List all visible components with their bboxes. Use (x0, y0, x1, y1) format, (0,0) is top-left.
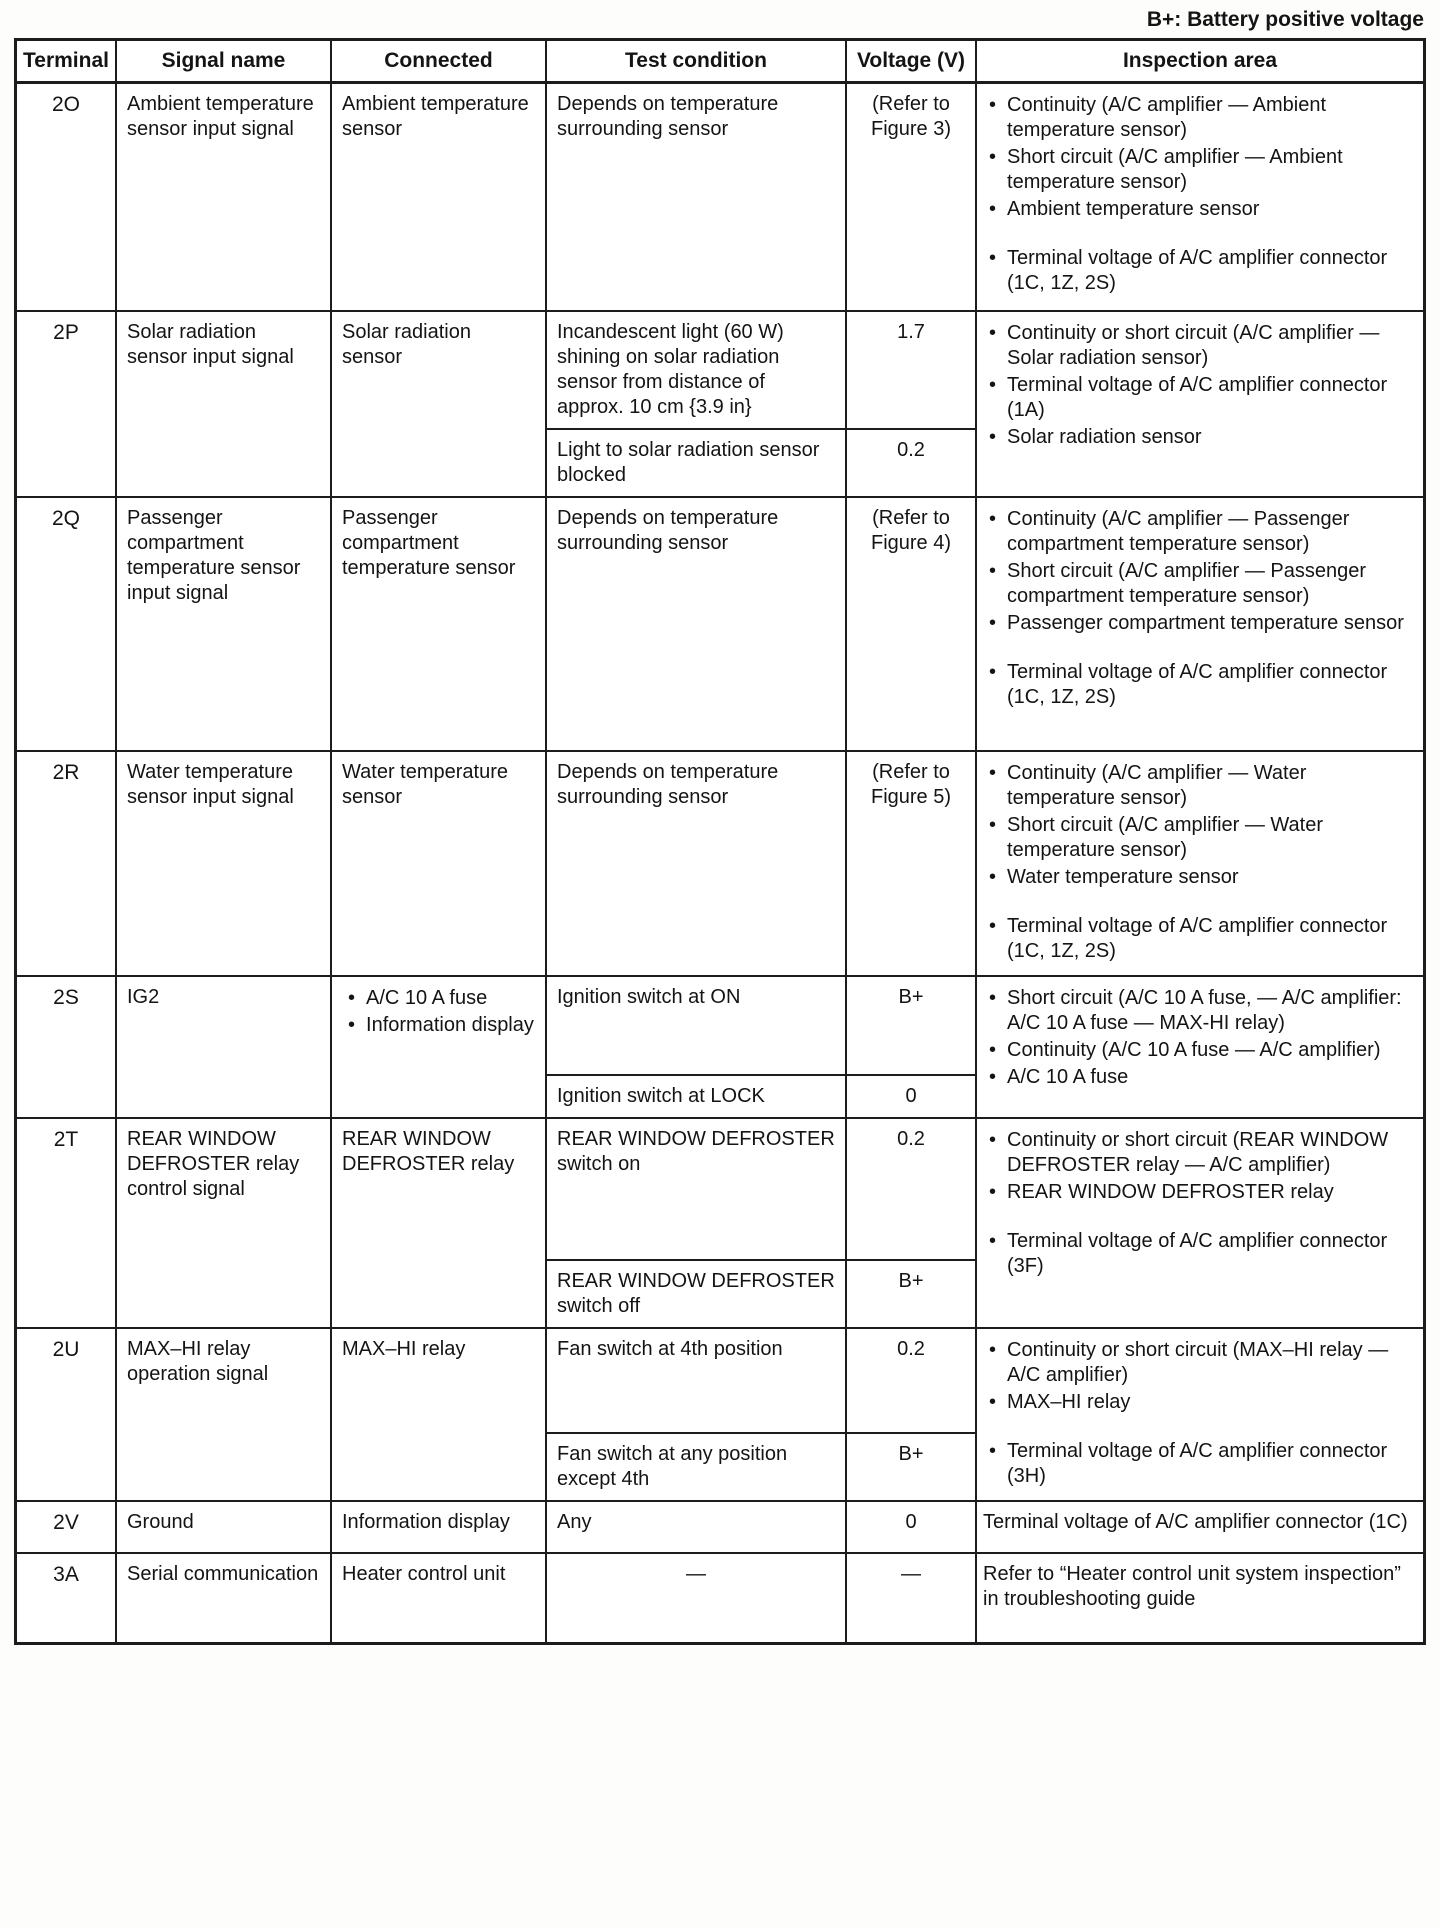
inspection-item (983, 506, 1413, 558)
inspection-item (983, 760, 1413, 812)
inspection-item (983, 144, 1413, 196)
inspection-area-cell (977, 1119, 1423, 1327)
inspection-item-text: • Continuity (A/C amplifier — Passenger compartment temperature sensor) (1007, 508, 1350, 555)
terminal-cell: 2P (17, 312, 117, 496)
test-voltage-group (547, 1554, 977, 1642)
connected-cell: Information display (332, 1502, 547, 1552)
inspection-item (983, 1037, 1413, 1064)
inspection-item-text: • Terminal voltage of A/C amplifier connector (1A) (1007, 374, 1388, 421)
inspection-item (983, 1064, 1413, 1091)
table-row-3a (17, 1554, 1423, 1642)
connected-cell: Water temperature sensor (332, 752, 547, 975)
test-subrow (547, 84, 975, 310)
inspection-item-text: • Terminal voltage of A/C amplifier connector (1C, 1Z, 2S) (1007, 247, 1388, 294)
inspection-item-text: • Continuity or short circuit (A/C amplifier — Solar radiation sensor) (1007, 322, 1380, 369)
inspection-item-text: • Ambient temperature sensor (1007, 198, 1260, 220)
inspection-item-text: • Continuity (A/C amplifier — Ambient temperature sensor) (1007, 94, 1327, 141)
test-subrow (547, 977, 975, 1074)
test-voltage-group (547, 498, 977, 750)
inspection-item-text: • Continuity or short circuit (REAR WINDOW DEFROSTER relay — A/C amplifier) (1007, 1129, 1389, 1176)
test-subrow (547, 428, 975, 496)
inspection-item-text: • Terminal voltage of A/C amplifier connector (3H) (1007, 1440, 1388, 1487)
table-row-2u (17, 1329, 1423, 1502)
connected-cell: MAX–HI relay (332, 1329, 547, 1500)
inspection-item (983, 320, 1413, 372)
table-row-2s (17, 977, 1423, 1119)
inspection-item (983, 1127, 1413, 1179)
test-condition-cell: Fan switch at any position except 4th (547, 1434, 847, 1500)
test-voltage-group (547, 84, 977, 310)
test-subrow (547, 312, 975, 428)
col-header-signal-name: Signal name (117, 41, 332, 81)
col-header-terminal: Terminal (17, 41, 117, 81)
table-row-2p (17, 312, 1423, 498)
signal-name-cell: Passenger compartment temperature sensor input signal (117, 498, 332, 750)
test-condition-cell: Any (547, 1502, 847, 1552)
inspection-item (983, 913, 1413, 965)
signal-name-cell: Water temperature sensor input signal (117, 752, 332, 975)
inspection-item (983, 659, 1413, 711)
inspection-item-text: • Solar radiation sensor (1007, 426, 1202, 448)
inspection-item-text: • Terminal voltage of A/C amplifier connector (1C, 1Z, 2S) (1007, 661, 1388, 708)
table-row-2v (17, 1502, 1423, 1554)
test-condition-cell: REAR WINDOW DEFROSTER switch off (547, 1261, 847, 1327)
connected-item (342, 1012, 535, 1039)
terminal-cell: 2T (17, 1119, 117, 1327)
terminal-voltage-table (14, 38, 1426, 1645)
test-subrow (547, 1502, 975, 1552)
test-subrow (547, 1074, 975, 1117)
inspection-text: Refer to “Heater control unit system inspection” in troubleshooting guide (983, 1563, 1401, 1610)
terminal-cell: 2V (17, 1502, 117, 1552)
inspection-item (983, 424, 1413, 451)
voltage-cell: B+ (898, 1270, 924, 1292)
voltage-cell: (Refer to Figure 5) (870, 761, 952, 808)
inspection-item (983, 985, 1413, 1037)
connected-cell: Ambient temperature sensor (332, 84, 547, 310)
inspection-item-text: • Continuity or short circuit (MAX–HI relay — A/C amplifier) (1007, 1339, 1389, 1386)
test-subrow (547, 498, 975, 750)
test-condition-cell: Depends on temperature surrounding sensor (547, 84, 847, 310)
voltage-cell: 0.2 (897, 439, 925, 461)
inspection-text: Terminal voltage of A/C amplifier connector (1C) (983, 1511, 1408, 1533)
test-subrow (547, 1432, 975, 1500)
connected-item-text: • Information display (366, 1014, 534, 1036)
inspection-item-text: • Continuity (A/C amplifier — Water temperature sensor) (1007, 762, 1307, 809)
signal-name-cell: Ambient temperature sensor input signal (117, 84, 332, 310)
terminal-cell: 2S (17, 977, 117, 1117)
terminal-cell: 2R (17, 752, 117, 975)
signal-name-cell: Serial communication (117, 1554, 332, 1642)
inspection-area-cell (977, 312, 1423, 496)
col-header-voltage: Voltage (V) (847, 41, 977, 81)
signal-name-cell: Solar radiation sensor input signal (117, 312, 332, 496)
test-voltage-group (547, 1502, 977, 1552)
inspection-item-text: • Terminal voltage of A/C amplifier connector (3F) (1007, 1230, 1388, 1277)
test-voltage-group (547, 312, 977, 496)
inspection-area-cell (977, 1329, 1423, 1500)
terminal-cell: 2O (17, 84, 117, 310)
voltage-cell: (Refer to Figure 3) (870, 93, 952, 140)
inspection-item-text: • A/C 10 A fuse (1007, 1066, 1129, 1088)
inspection-item (983, 610, 1413, 637)
test-voltage-group (547, 752, 977, 975)
inspection-item-text: • REAR WINDOW DEFROSTER relay (1007, 1181, 1334, 1203)
test-condition-cell: Fan switch at 4th position (547, 1329, 847, 1432)
signal-name-cell: REAR WINDOW DEFROSTER relay control signal (117, 1119, 332, 1327)
connected-cell (332, 977, 547, 1117)
signal-name-cell: Ground (117, 1502, 332, 1552)
test-condition-cell: Depends on temperature surrounding sensor (547, 752, 847, 975)
inspection-item (983, 1337, 1413, 1389)
test-subrow (547, 1329, 975, 1432)
connected-cell: Heater control unit (332, 1554, 547, 1642)
connected-cell: Solar radiation sensor (332, 312, 547, 496)
voltage-cell: B+ (898, 986, 924, 1008)
inspection-item-text: • MAX–HI relay (1007, 1391, 1131, 1413)
test-subrow (547, 1554, 975, 1642)
inspection-item (983, 558, 1413, 610)
voltage-cell: 1.7 (897, 321, 925, 343)
table-row-2q (17, 498, 1423, 752)
inspection-item-text: • Short circuit (A/C amplifier — Ambient temperature sensor) (1007, 146, 1343, 193)
voltage-cell: 0 (905, 1085, 917, 1107)
connected-cell: Passenger compartment temperature sensor (332, 498, 547, 750)
inspection-item-text: • Short circuit (A/C amplifier — Water temperature sensor) (1007, 814, 1324, 861)
inspection-area-cell (977, 498, 1423, 750)
inspection-area-cell (977, 977, 1423, 1117)
test-subrow (547, 1259, 975, 1327)
test-voltage-group (547, 977, 977, 1117)
voltage-cell: 0.2 (897, 1338, 925, 1360)
inspection-item (983, 1228, 1413, 1280)
terminal-cell: 2U (17, 1329, 117, 1500)
col-header-inspection-area: Inspection area (1122, 49, 1278, 72)
inspection-item (983, 864, 1413, 891)
test-condition-cell: REAR WINDOW DEFROSTER switch on (547, 1119, 847, 1259)
col-header-test-condition: Test condition (547, 41, 847, 81)
terminal-cell: 3A (17, 1554, 117, 1642)
inspection-area-cell (977, 84, 1423, 310)
test-condition-cell: Depends on temperature surrounding sensor (547, 498, 847, 750)
test-condition-cell: — (547, 1554, 847, 1642)
table-header-row (17, 41, 1423, 84)
inspection-area-cell (977, 1502, 1423, 1552)
test-voltage-group (547, 1119, 977, 1327)
voltage-cell: B+ (898, 1443, 924, 1465)
table-row-2o (17, 84, 1423, 312)
inspection-item (983, 372, 1413, 424)
inspection-item-text: • Water temperature sensor (1007, 866, 1239, 888)
inspection-item-text: • Continuity (A/C 10 A fuse — A/C amplifier) (1007, 1039, 1381, 1061)
col-header-connected: Connected (332, 41, 547, 81)
test-voltage-group (547, 1329, 977, 1500)
inspection-item (983, 1179, 1413, 1206)
voltage-cell: 0.2 (897, 1128, 925, 1150)
test-condition-cell: Light to solar radiation sensor blocked (547, 430, 847, 496)
connected-item-text: • A/C 10 A fuse (366, 987, 488, 1009)
inspection-item (983, 92, 1413, 144)
voltage-cell: — (901, 1563, 921, 1585)
inspection-item-text: • Short circuit (A/C 10 A fuse, — A/C amplifier: A/C 10 A fuse — MAX-HI relay) (1007, 987, 1402, 1034)
inspection-item (983, 1389, 1413, 1416)
test-condition-cell: Ignition switch at LOCK (547, 1076, 847, 1117)
signal-name-cell: MAX–HI relay operation signal (117, 1329, 332, 1500)
inspection-item (983, 1438, 1413, 1490)
table-row-2r (17, 752, 1423, 977)
inspection-item-text: • Passenger compartment temperature sensor (1007, 612, 1404, 634)
test-subrow (547, 1119, 975, 1259)
test-subrow (547, 752, 975, 975)
connected-cell: REAR WINDOW DEFROSTER relay (332, 1119, 547, 1327)
connected-item (342, 985, 535, 1012)
inspection-item (983, 196, 1413, 223)
inspection-area-cell (977, 1554, 1423, 1642)
signal-name-cell: IG2 (117, 977, 332, 1117)
inspection-item-text: • Short circuit (A/C amplifier — Passenger compartment temperature sensor) (1007, 560, 1367, 607)
table-row-2t (17, 1119, 1423, 1329)
inspection-item (983, 812, 1413, 864)
test-condition-cell: Incandescent light (60 W) shining on solar radiation sensor from distance of approx. 10 cm {3.9 in} (547, 312, 847, 428)
terminal-cell: 2Q (17, 498, 117, 750)
battery-voltage-note: B+: Battery positive voltage (1146, 8, 1424, 31)
inspection-item-text: • Terminal voltage of A/C amplifier connector (1C, 1Z, 2S) (1007, 915, 1388, 962)
inspection-item (983, 245, 1413, 297)
voltage-cell: 0 (905, 1511, 917, 1533)
voltage-cell: (Refer to Figure 4) (870, 507, 952, 554)
test-condition-cell: Ignition switch at ON (547, 977, 847, 1074)
inspection-area-cell (977, 752, 1423, 975)
